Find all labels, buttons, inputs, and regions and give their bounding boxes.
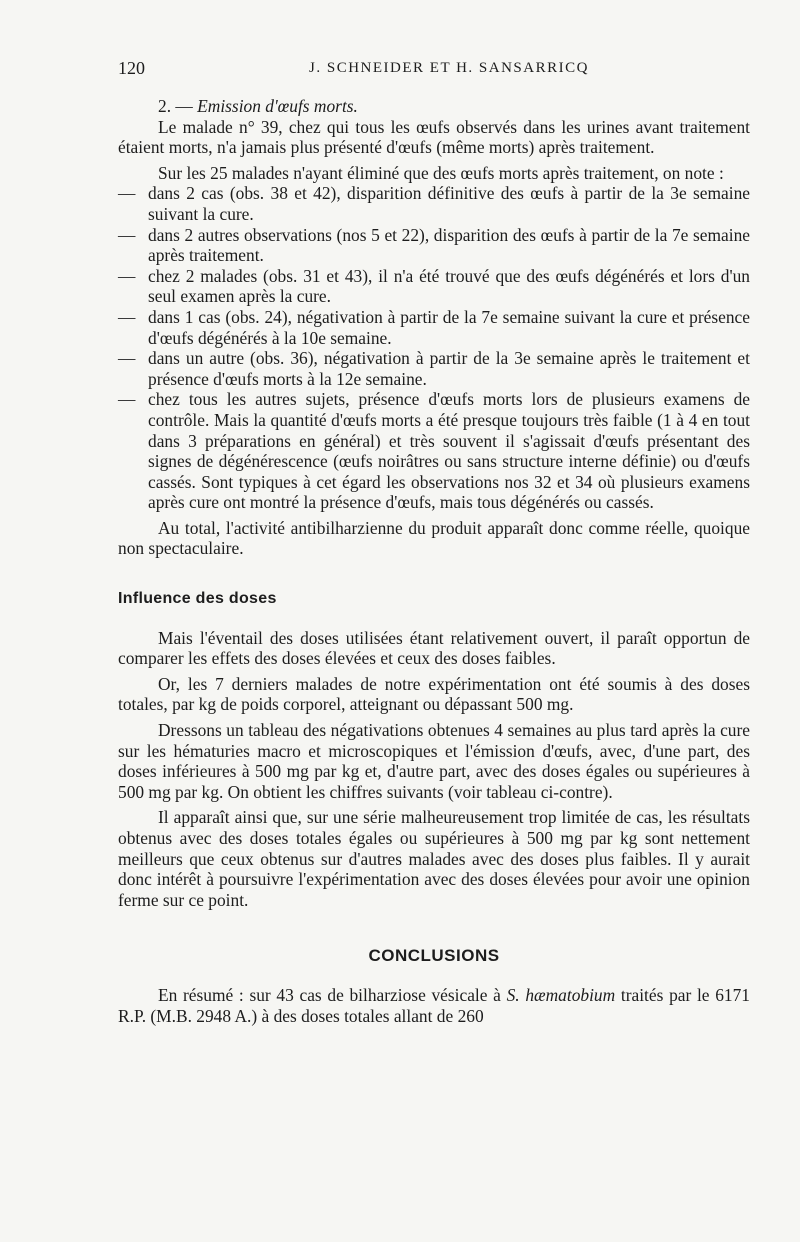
dash-bullet: —	[118, 348, 136, 369]
list-item-text: chez 2 malades (obs. 31 et 43), il n'a été trouvé que des œufs dégénérés et lors d'un seul examen après la cure.	[148, 265, 750, 307]
section-heading-influence: Influence des doses	[118, 590, 277, 608]
section-2-title	[158, 96, 750, 117]
list-item-text: chez tous les autres sujets, présence d'œufs morts lors de plusieurs examens de contrôle. Mais la quantité d'œufs morts a été presque toujours très faible (1 à 4 en tout dans 3 préparations en général) et très souvent il s'agissait d'œufs présentant des signes de dégénérescence (œufs noirâtres ou sans structure interne définie) ou d'œufs cassés. Sont typiques à cet égard les observations nos 32 et 34 où plusieurs examens après cure ont montré la présence d'œufs, mais tous dégénérés ou cassés.	[148, 389, 750, 513]
page-body	[118, 96, 750, 1026]
section-2-number: 2. —	[158, 96, 193, 116]
paragraph: Au total, l'activité antibilharzienne du produit apparaît donc comme réelle, quoique non spectaculaire.	[118, 517, 750, 559]
dash-bullet: —	[118, 389, 136, 410]
list-item-text: dans 1 cas (obs. 24), négativation à partir de la 7e semaine suivant la cure et présence d'œufs dégénérés à la 10e semaine.	[148, 306, 750, 348]
paragraph-conclusions	[118, 985, 750, 1026]
list-item	[118, 389, 750, 513]
page-header	[118, 58, 750, 82]
paragraph: Mais l'éventail des doses utilisées étant relativement ouvert, il paraît opportun de comparer les effets des doses élevées et ceux des doses faibles.	[118, 627, 750, 669]
list-item-text: dans 2 autres observations (nos 5 et 22), disparition des œufs à partir de la 7e semaine après traitement.	[148, 224, 750, 266]
paragraph: Dressons un tableau des négativations obtenues 4 semaines au plus tard après la cure sur les hématuries macro et microscopiques et l'émission d'œufs, avec, d'une part, des doses inférieures à 500 mg par kg et, d'autre part, avec des doses égales ou supérieures à 500 mg par kg. On obtient les chiffres suivants (voir tableau ci-contre).	[118, 720, 750, 802]
dash-bullet: —	[118, 183, 136, 204]
dash-bullet: —	[118, 265, 136, 286]
list-item-text: dans 2 cas (obs. 38 et 42), disparition définitive des œufs à partir de la 3e semaine suivant la cure.	[148, 183, 750, 224]
list-item-text: dans un autre (obs. 36), négativation à partir de la 3e semaine après le traitement et présence d'œufs morts à la 12e semaine.	[148, 348, 750, 389]
dash-bullet: —	[118, 306, 136, 327]
list-item	[118, 183, 750, 224]
species-name: S. hæmatobium	[506, 984, 616, 1005]
list-item	[118, 266, 750, 307]
list-item	[118, 348, 750, 389]
paragraph: Il apparaît ainsi que, sur une série malheureusement trop limitée de cas, les résultats obtenus avec des doses totales égales ou supérieures à 500 mg par kg sont nettement meilleurs que ceux obtenus sur d'autres malades avec des doses plus faibles. Il y aurait donc intérêt à poursuivre l'expérimentation avec des doses élevées pour avoir une opinion ferme sur ce point.	[118, 807, 750, 910]
paragraph: Sur les 25 malades n'ayant éliminé que des œufs morts après traitement, on note :	[158, 162, 724, 183]
paragraph: Or, les 7 derniers malades de notre expérimentation ont été soumis à des doses totales, par kg de poids corporel, atteignant ou dépassant 500 mg.	[118, 673, 750, 715]
section-2-title-text: Emission d'œufs morts.	[197, 96, 358, 116]
conclusions-text-a: En résumé : sur 43 cas de bilharziose vésicale à	[158, 984, 507, 1005]
observation-list	[118, 183, 750, 513]
list-item	[118, 225, 750, 266]
running-title: J. SCHNEIDER ET H. SANSARRICQ	[309, 60, 589, 76]
list-item	[118, 307, 750, 348]
conclusions-heading: CONCLUSIONS	[368, 946, 500, 966]
paragraph: Le malade n° 39, chez qui tous les œufs observés dans les urines avant traitement étaient morts, n'a jamais plus présenté d'œufs (même morts) après traitement.	[118, 116, 750, 158]
page-number: 120	[118, 58, 145, 78]
conclusions-text-b: traités par le 6171 R.P. (M.B. 2948 A.) à des doses totales allant de 260	[118, 984, 750, 1026]
dash-bullet: —	[118, 224, 136, 245]
